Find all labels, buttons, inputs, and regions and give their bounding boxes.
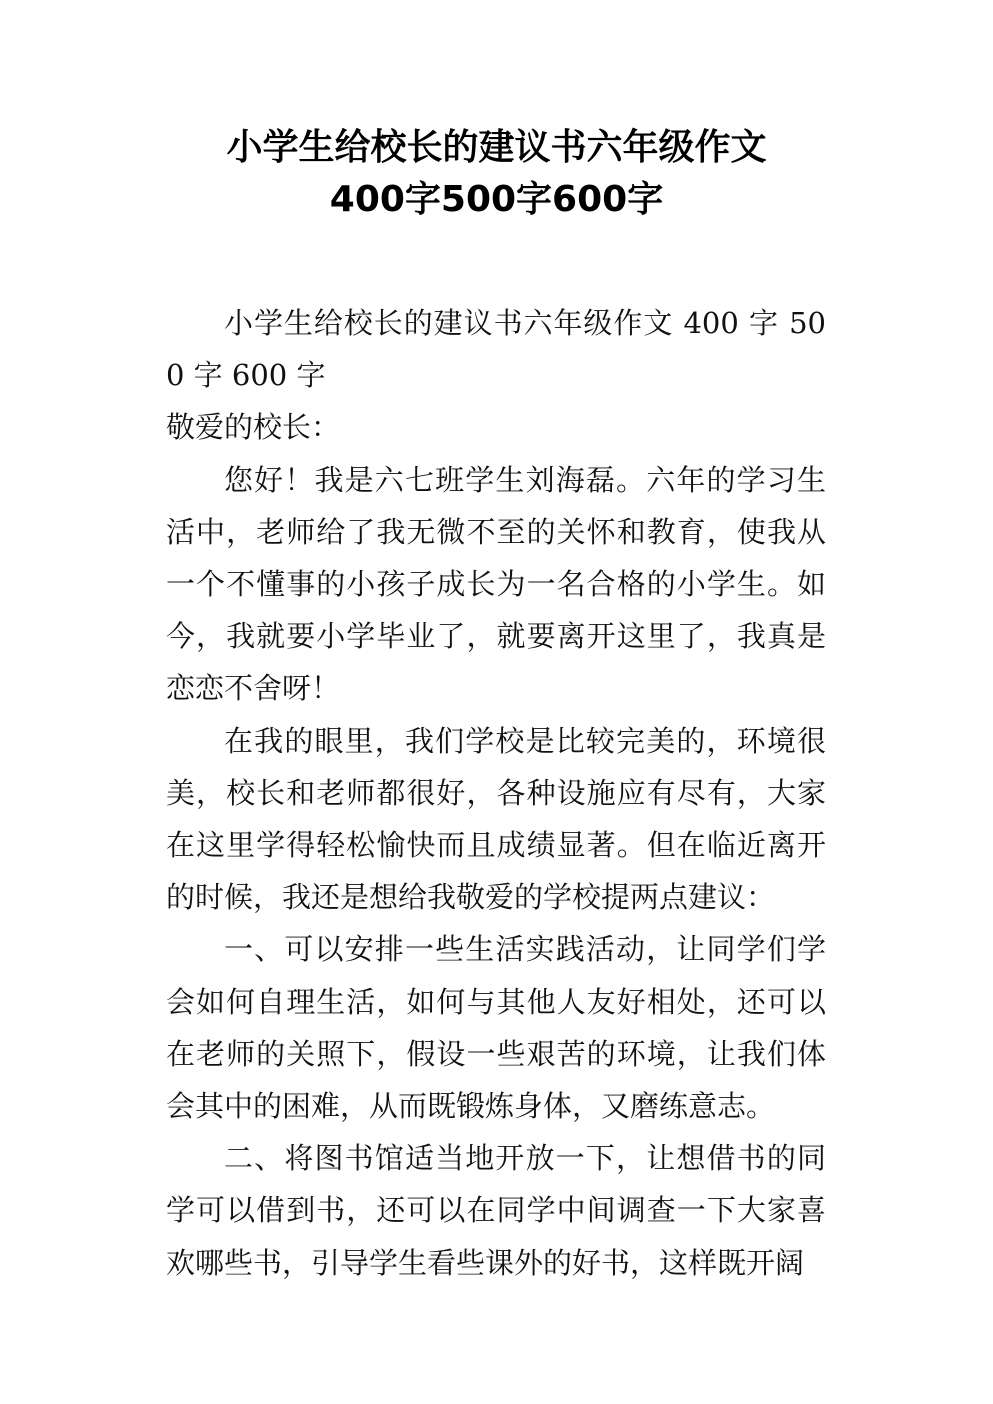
paragraph-salutation: 敬爱的校长：: [166, 410, 341, 445]
document-body: [166, 297, 826, 1289]
paragraph-suggestion-1: 一、可以安排一些生活实践活动，让同学们学会如何自理生活，如何与其他人友好相处，还可以在老师的关照下，假设一些艰苦的环境，让我们体会其中的困难，从而既锻炼身体，又磨练意志。: [166, 932, 826, 1124]
title-line-2: 400字500字600字: [329, 179, 664, 220]
paragraph-suggestion-2: 二、将图书馆适当地开放一下，让想借书的同学可以借到书，还可以在同学中间调查一下大家喜欢哪些书，引导学生看些课外的好书，这样既开阔: [166, 1141, 826, 1280]
paragraph-intro: 小学生给校长的建议书六年级作文 400 字 500 字 600 字: [166, 306, 826, 393]
title-line-1: 小学生给校长的建议书六年级作文: [226, 127, 767, 168]
paragraph-school-description: 在我的眼里，我们学校是比较完美的，环境很美，校长和老师都很好，各种设施应有尽有，大家在这里学得轻松愉快而且成绩显著。但在临近离开的时候，我还是想给我敬爱的学校提两点建议：: [166, 723, 826, 915]
document-title: [0, 122, 993, 226]
paragraph-greeting: 您好！我是六七班学生刘海磊。六年的学习生活中，老师给了我无微不至的关怀和教育，使我从一个不懂事的小孩子成长为一名合格的小学生。如今，我就要小学毕业了，就要离开这里了，我真是恋恋不舍呀！: [166, 462, 826, 706]
